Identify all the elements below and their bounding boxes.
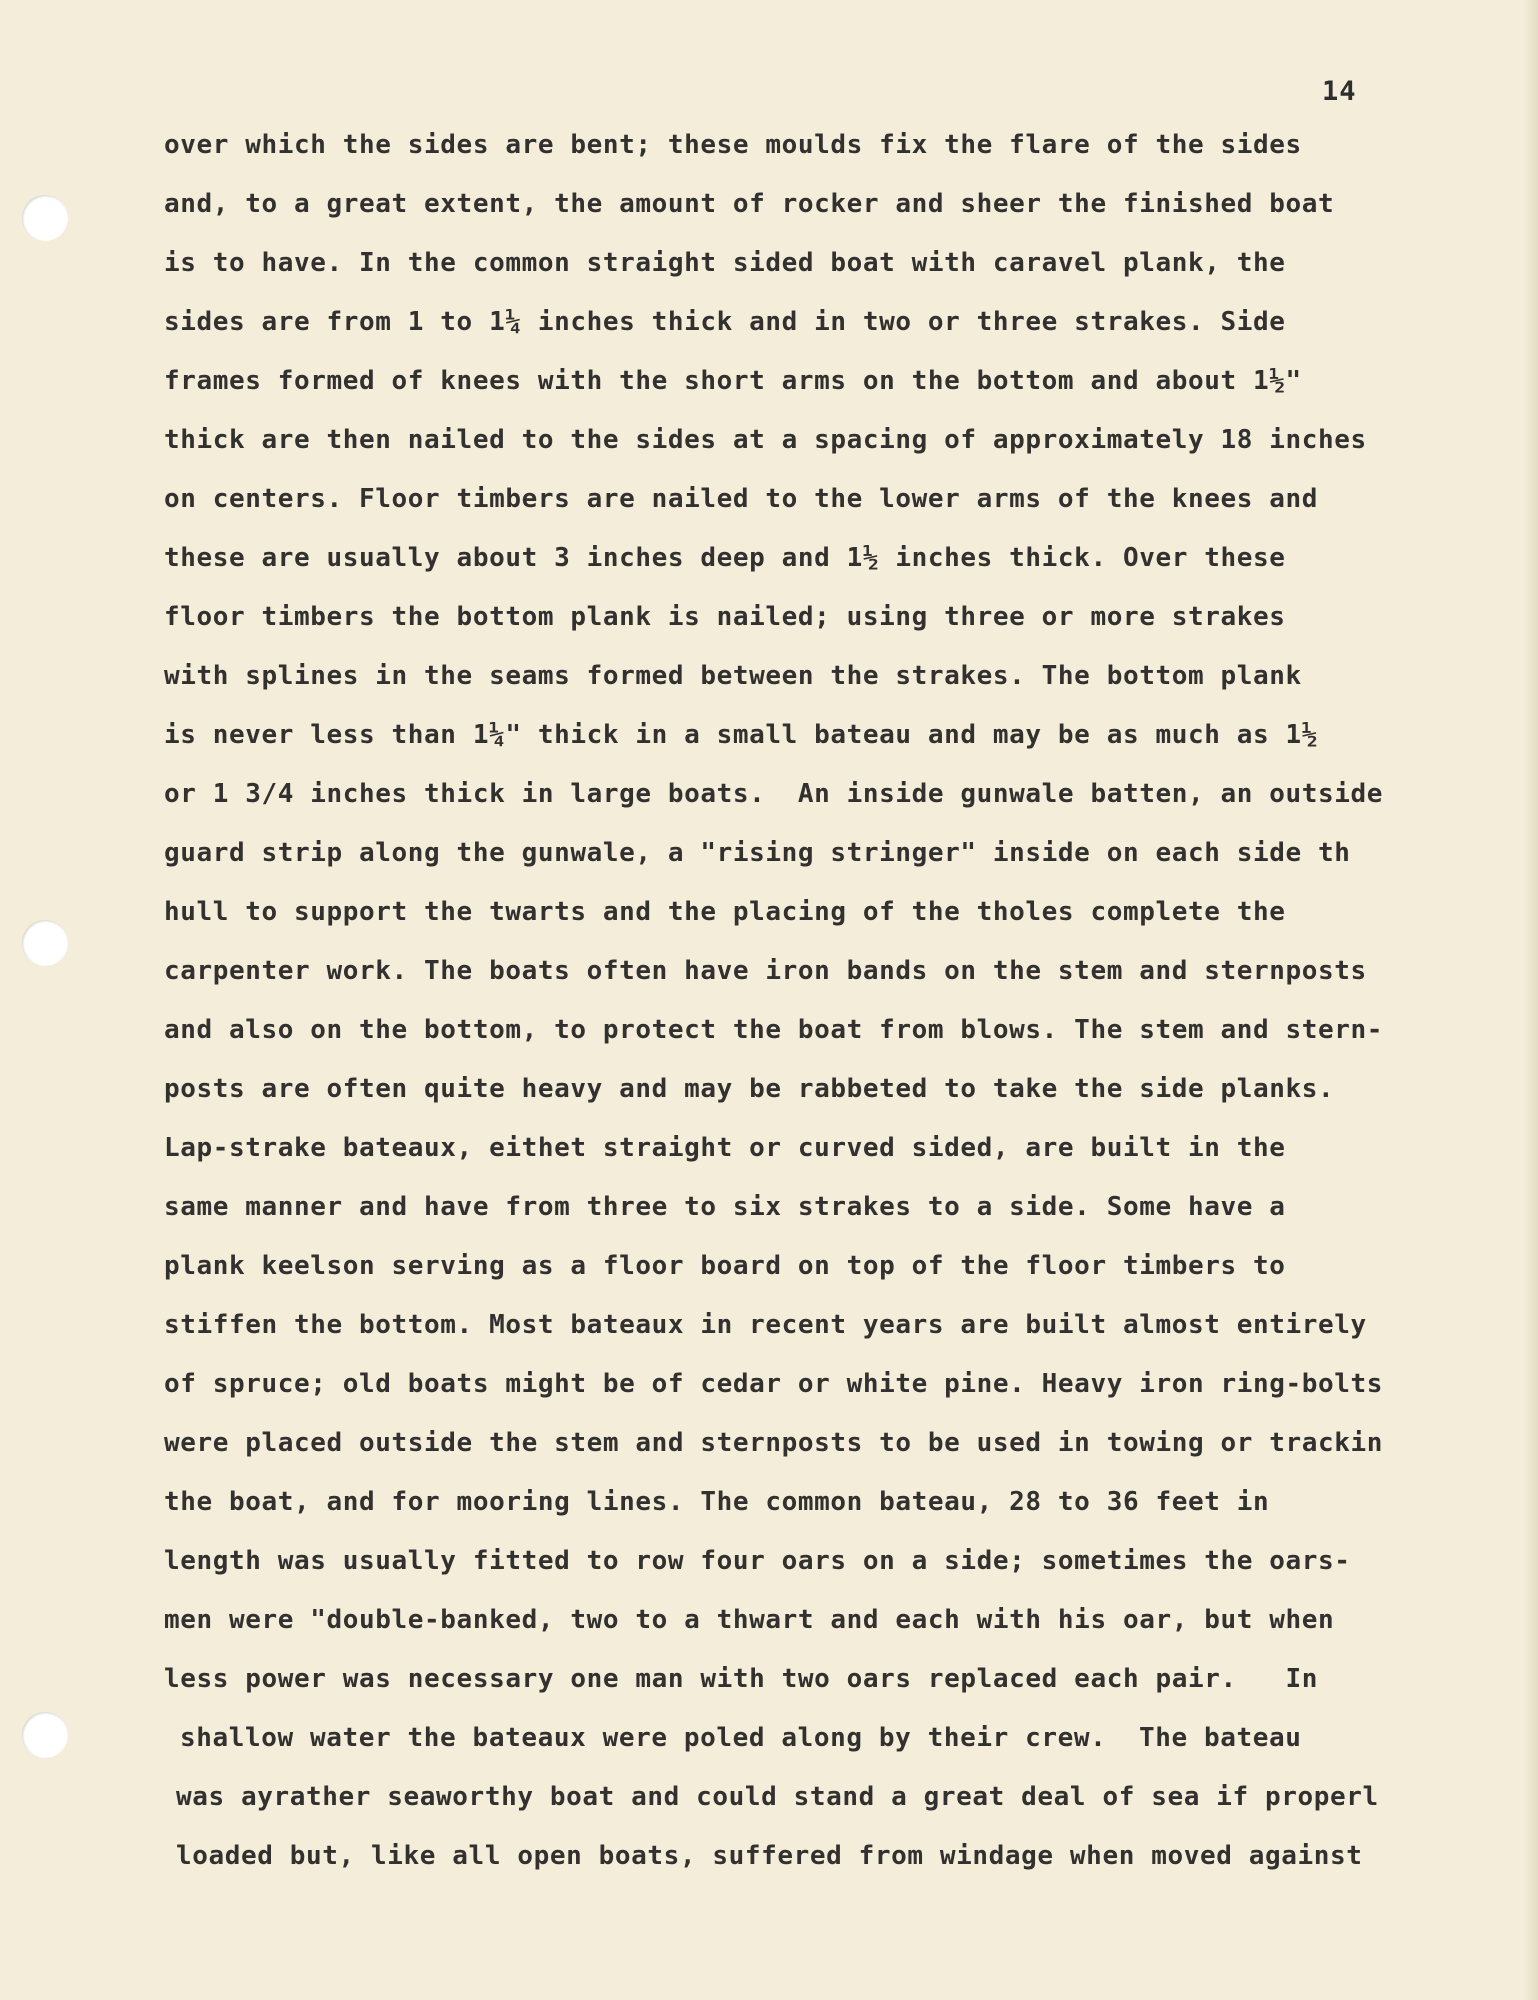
text-line-3: is to have. In the common straight sided boat with caravel plank, the — [164, 248, 1286, 278]
text-line-2: and, to a great extent, the amount of rocker and sheer the finished boat — [164, 189, 1335, 219]
page-edge-shadow — [1524, 0, 1538, 2000]
text-line-7: on centers. Floor timbers are nailed to the lower arms of the knees and — [164, 484, 1318, 514]
text-line-12: or 1 3/4 inches thick in large boats. An inside gunwale batten, an outside — [164, 779, 1383, 809]
text-line-1: over which the sides are bent; these moulds fix the flare of the sides — [164, 130, 1302, 160]
text-line-20: plank keelson serving as a floor board on top of the floor timbers to — [164, 1251, 1286, 1281]
text-line-17: posts are often quite heavy and may be rabbeted to take the side planks. — [164, 1074, 1335, 1104]
text-line-22: of spruce; old boats might be of cedar or white pine. Heavy iron ring-bolts — [164, 1369, 1383, 1399]
text-line-26: men were "double-banked, two to a thwart and each with his oar, but when — [164, 1605, 1335, 1635]
text-line-8: these are usually about 3 inches deep and 1½ inches thick. Over these — [164, 543, 1286, 573]
page-number: 14 — [1322, 76, 1357, 107]
text-line-28: shallow water the bateaux were poled along by their crew. The bateau — [180, 1723, 1302, 1753]
text-line-23: were placed outside the stem and sternposts to be used in towing or trackin — [164, 1428, 1383, 1458]
text-line-5: frames formed of knees with the short arms on the bottom and about 1½" — [164, 366, 1302, 396]
text-line-29: was ayrather seaworthy boat and could stand a great deal of sea if properl — [176, 1782, 1379, 1812]
binder-hole-bottom — [22, 1712, 68, 1758]
binder-hole-top — [22, 195, 68, 241]
text-line-10: with splines in the seams formed between the strakes. The bottom plank — [164, 661, 1302, 691]
text-line-30: loaded but, like all open boats, suffered from windage when moved against — [176, 1841, 1363, 1871]
text-line-18: Lap-strake bateaux, eithet straight or curved sided, are built in the — [164, 1133, 1286, 1163]
text-line-9: floor timbers the bottom plank is nailed; using three or more strakes — [164, 602, 1286, 632]
text-line-16: and also on the bottom, to protect the boat from blows. The stem and stern- — [164, 1015, 1383, 1045]
binder-hole-middle — [22, 920, 68, 966]
text-line-14: hull to support the twarts and the placing of the tholes complete the — [164, 897, 1286, 927]
text-line-4: sides are from 1 to 1¼ inches thick and in two or three strakes. Side — [164, 307, 1286, 337]
text-line-24: the boat, and for mooring lines. The common bateau, 28 to 36 feet in — [164, 1487, 1270, 1517]
text-line-6: thick are then nailed to the sides at a spacing of approximately 18 inches — [164, 425, 1367, 455]
text-line-25: length was usually fitted to row four oars on a side; sometimes the oars- — [164, 1546, 1351, 1576]
text-line-21: stiffen the bottom. Most bateaux in recent years are built almost entirely — [164, 1310, 1367, 1340]
text-line-19: same manner and have from three to six strakes to a side. Some have a — [164, 1192, 1286, 1222]
text-line-13: guard strip along the gunwale, a "rising stringer" inside on each side th — [164, 838, 1351, 868]
text-line-15: carpenter work. The boats often have iron bands on the stem and sternposts — [164, 956, 1367, 986]
text-line-11: is never less than 1¼" thick in a small bateau and may be as much as 1½ — [164, 720, 1318, 750]
text-line-27: less power was necessary one man with two oars replaced each pair. In — [164, 1664, 1318, 1694]
